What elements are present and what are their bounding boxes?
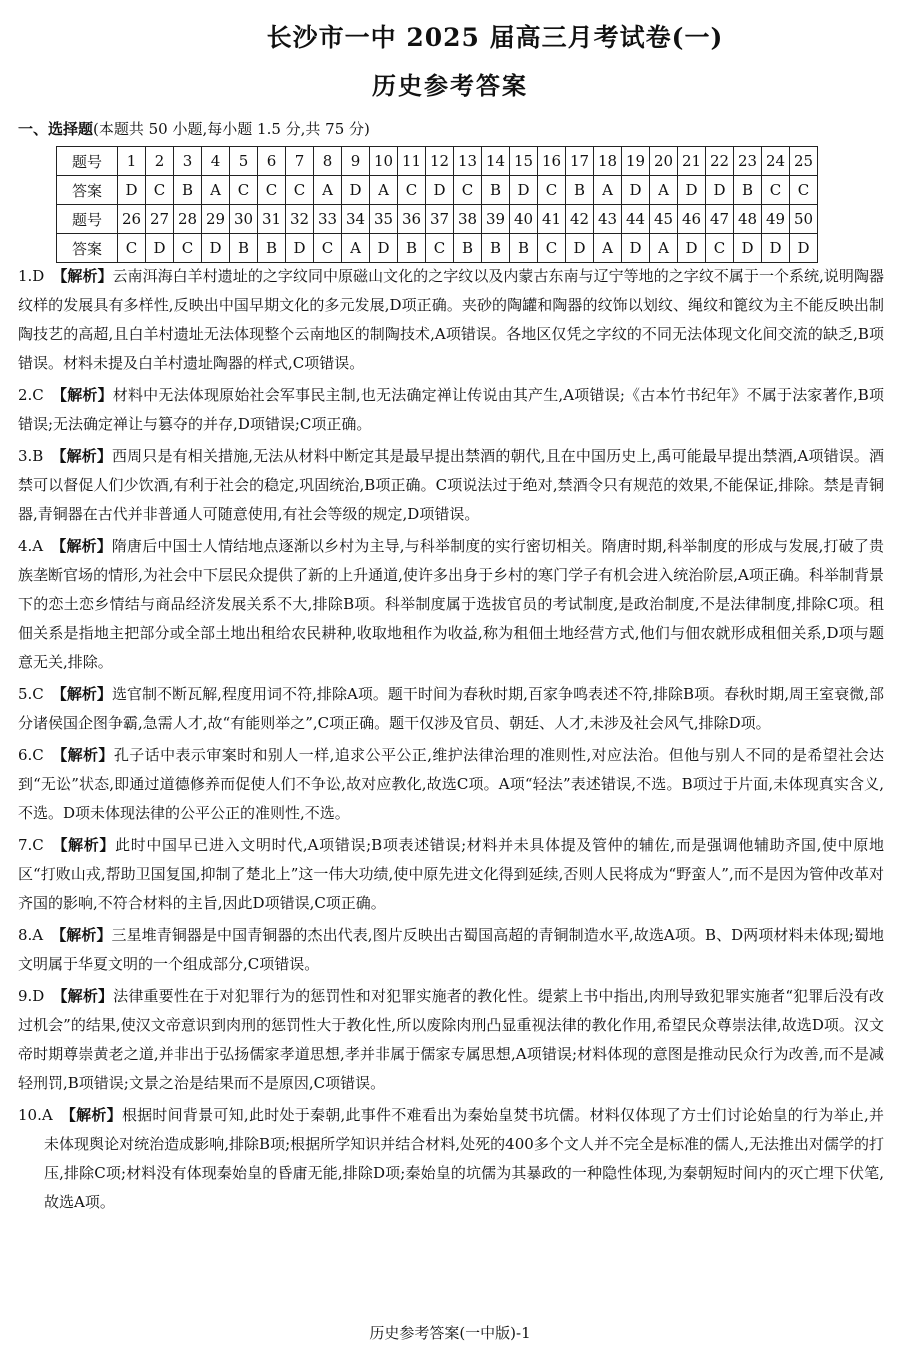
section-note: (本题共 50 小题,每小题 1.5 分,共 75 分): [93, 120, 370, 138]
table-cell: C: [538, 234, 566, 263]
table-cell: 32: [286, 205, 314, 234]
explanation-item: [18, 442, 884, 529]
table-cell: D: [678, 176, 706, 205]
table-cell: A: [314, 176, 342, 205]
item-number: 1.D: [18, 267, 45, 285]
table-cell: C: [426, 234, 454, 263]
table-cell: A: [342, 234, 370, 263]
table-cell: 36: [398, 205, 426, 234]
table-cell: 14: [482, 147, 510, 176]
table-cell: 27: [146, 205, 174, 234]
table-cell: D: [202, 234, 230, 263]
table-cell: 2: [146, 147, 174, 176]
table-cell: A: [594, 176, 622, 205]
table-cell: B: [174, 176, 202, 205]
table-cell: D: [370, 234, 398, 263]
table-cell: A: [202, 176, 230, 205]
table-cell: 17: [566, 147, 594, 176]
item-number: 9.D: [18, 987, 45, 1005]
table-cell: 33: [314, 205, 342, 234]
table-cell: C: [146, 176, 174, 205]
table-cell: D: [678, 234, 706, 263]
row-label: 题号: [57, 147, 118, 176]
table-cell: B: [398, 234, 426, 263]
table-cell: D: [734, 234, 762, 263]
table-cell: 43: [594, 205, 622, 234]
item-number: 10.A: [18, 1106, 53, 1124]
item-text: 隋唐后中国士人情结地点逐渐以乡村为主导,与科举制度的实行密切相关。隋唐时期,科举制度的形成与发展,打破了贵族垄断官场的情形,为社会中下层民众提供了新的上升通道,使许多出身于乡村的寒门学子有机会进入统治阶层,A项正确。科举制背景下的恋土恋乡情结与商品经济发展关系不大,排除B项。科举制度属于选拔官员的考试制度,是政治制度,不是法律制度,排除C项。租佃关系是指地主把部分或全部土地出租给农民耕种,收取地租作为收益,称为租佃土地经营方式,他们与佃农就形成租佃关系,D项与题意无关,排除。: [18, 537, 884, 671]
item-number: 4.A: [18, 537, 44, 555]
page-footer: 历史参考答案(一中版)-1: [369, 1324, 531, 1342]
table-cell: D: [706, 176, 734, 205]
item-text: 此时中国早已进入文明时代,A项错误;B项表述错误;材料并未具体提及管仲的辅佐,而是强调他辅助齐国,使中原地区“打败山戎,帮助卫国复国,抑制了楚北上”这一伟大功绩,使中原先进文化得到延续,否则人民将成为“野蛮人”,而不是因为管仲改革对齐国的影响,不符合材料的主旨,因此D项错误,C项正确。: [18, 836, 884, 912]
table-cell: C: [230, 176, 258, 205]
table-cell: C: [314, 234, 342, 263]
answer-table: [56, 146, 818, 263]
explanation-item: [18, 381, 884, 439]
table-cell: 29: [202, 205, 230, 234]
table-cell: 11: [398, 147, 426, 176]
table-cell: 15: [510, 147, 538, 176]
explanation-list: [18, 262, 884, 1220]
table-cell: 31: [258, 205, 286, 234]
explanation-item: [18, 921, 884, 979]
table-cell: 47: [706, 205, 734, 234]
table-cell: C: [174, 234, 202, 263]
table-cell: 7: [286, 147, 314, 176]
item-tag: 【解析】: [51, 836, 116, 854]
table-cell: C: [762, 176, 790, 205]
table-cell: 5: [230, 147, 258, 176]
table-cell: B: [510, 234, 538, 263]
explanation-item: [18, 262, 884, 378]
table-cell: 42: [566, 205, 594, 234]
table-cell: B: [482, 234, 510, 263]
table-cell: 18: [594, 147, 622, 176]
table-cell: D: [622, 234, 650, 263]
table-cell: 13: [454, 147, 482, 176]
item-number: 7.C: [18, 836, 44, 854]
table-cell: 12: [426, 147, 454, 176]
table-cell: 21: [678, 147, 706, 176]
table-cell: B: [258, 234, 286, 263]
item-number: 5.C: [18, 685, 44, 703]
table-cell: B: [454, 234, 482, 263]
answer-row: [57, 176, 818, 205]
item-number: 6.C: [18, 746, 44, 764]
table-cell: 16: [538, 147, 566, 176]
item-tag: 【解析】: [51, 926, 112, 944]
table-cell: 34: [342, 205, 370, 234]
item-tag: 【解析】: [52, 987, 114, 1005]
item-text: 西周只是有相关措施,无法从材料中断定其是最早提出禁酒的朝代,且在中国历史上,禹可能最早提出禁酒,A项错误。酒禁可以督促人们少饮酒,有利于社会的稳定,巩固统治,B项正确。C项说法过于绝对,禁酒令只有规范的效果,不能保证,排除。禁是青铜器,青铜器在古代并非普通人可随意使用,有社会等级的规定,D项错误。: [18, 447, 884, 523]
table-cell: C: [454, 176, 482, 205]
row-label: 题号: [57, 205, 118, 234]
item-text: 孔子话中表示审案时和别人一样,追求公平公正,维护法律治理的准则性,对应法治。但他与别人不同的是希望社会达到“无讼”状态,即通过道德修养而促使人们不争讼,故对应教化,故选C项。A项“轻法”表述错误,不选。B项过于片面,未体现真实含义,不选。D项未体现法律的公平公正的准则性,不选。: [18, 746, 884, 822]
row-label: 答案: [57, 176, 118, 205]
table-cell: 10: [370, 147, 398, 176]
item-tag: 【解析】: [51, 537, 112, 555]
table-cell: 35: [370, 205, 398, 234]
explanation-item: [18, 680, 884, 738]
item-text: 材料中无法体现原始社会军事民主制,也无法确定禅让传说由其产生,A项错误;《古本竹书纪年》不属于法家著作,B项错误;无法确定禅让与篡夺的并存,D项错误;C项正确。: [18, 386, 884, 433]
table-cell: D: [342, 176, 370, 205]
table-cell: C: [286, 176, 314, 205]
table-cell: 46: [678, 205, 706, 234]
table-cell: 39: [482, 205, 510, 234]
table-cell: 1: [118, 147, 146, 176]
item-tag: 【解析】: [60, 1106, 122, 1124]
table-cell: D: [426, 176, 454, 205]
table-cell: 25: [790, 147, 818, 176]
table-cell: C: [398, 176, 426, 205]
item-text: 三星堆青铜器是中国青铜器的杰出代表,图片反映出古蜀国高超的青铜制造水平,故选A项。B、D两项材料未体现;蜀地文明属于华夏文明的一个组成部分,C项错误。: [18, 926, 884, 973]
table-cell: 9: [342, 147, 370, 176]
row-label: 答案: [57, 234, 118, 263]
item-text: 法律重要性在于对犯罪行为的惩罚性和对犯罪实施者的教化性。缇萦上书中指出,肉刑导致犯罪实施者“犯罪后没有改过机会”的结果,使汉文帝意识到肉刑的惩罚性大于教化性,所以废除肉刑凸显重视法律的教化作用,希望民众尊崇法律,故选D项。汉文帝时期尊崇黄老之道,并非出于弘扬儒家孝道思想,孝并非属于儒家专属思想,A项错误;材料体现的意图是推动民众行为改善,而不是减轻刑罚,B项错误;文景之治是结果而不是原因,C项错误。: [18, 987, 884, 1092]
item-tag: 【解析】: [52, 267, 113, 285]
item-number: 8.A: [18, 926, 44, 944]
table-cell: 4: [202, 147, 230, 176]
table-cell: A: [650, 176, 678, 205]
table-cell: 30: [230, 205, 258, 234]
table-cell: D: [118, 176, 146, 205]
page-subtitle: 历史参考答案: [372, 71, 528, 100]
item-text: 云南洱海白羊村遗址的之字纹同中原磁山文化的之字纹以及内蒙古东南与辽宁等地的之字纹不属于一个系统,说明陶器纹样的发展具有多样性,反映出中国早期文化的多元发展,D项正确。夹砂的陶罐和陶器的纹饰以划纹、绳纹和篦纹为主不能反映出制陶技艺的高超,且白羊村遗址无法体现整个云南地区的制陶技术,A项错误。各地区仅凭之字纹的不同无法体现文化间交流的缺乏,B项错误。材料未提及白羊村遗址陶器的样式,C项错误。: [18, 267, 884, 372]
explanation-item: [18, 1101, 884, 1217]
item-number: 3.B: [18, 447, 44, 465]
table-cell: 37: [426, 205, 454, 234]
table-cell: D: [622, 176, 650, 205]
item-tag: 【解析】: [51, 447, 113, 465]
table-cell: 20: [650, 147, 678, 176]
item-text: 根据时间背景可知,此时处于秦朝,此事件不难看出为秦始皇焚书坑儒。材料仅体现了方士们讨论始皇的行为举止,并未体现舆论对统治造成影响,排除B项;根据所学知识并结合材料,处死的400多个文人并不完全是标准的儒人,无法推出对儒学的打压,排除C项;材料没有体现秦始皇的昏庸无能,排除D项;秦始皇的坑儒为其暴政的一种隐性体现,为秦朝短时间内的灭亡埋下伏笔,故选A项。: [44, 1106, 884, 1211]
section-heading: [18, 118, 370, 139]
table-cell: D: [510, 176, 538, 205]
explanation-item: [18, 982, 884, 1098]
table-cell: 22: [706, 147, 734, 176]
table-cell: 45: [650, 205, 678, 234]
table-cell: C: [258, 176, 286, 205]
table-cell: 26: [118, 205, 146, 234]
table-cell: C: [790, 176, 818, 205]
table-cell: B: [230, 234, 258, 263]
table-cell: D: [566, 234, 594, 263]
page-title: 长沙市一中 2025 届高三月考试卷(一): [266, 23, 724, 52]
table-cell: 19: [622, 147, 650, 176]
table-cell: D: [762, 234, 790, 263]
section-label: 一、选择题: [18, 120, 94, 138]
table-cell: D: [286, 234, 314, 263]
table-cell: 6: [258, 147, 286, 176]
item-number: 2.C: [18, 386, 44, 404]
table-cell: C: [706, 234, 734, 263]
table-cell: A: [370, 176, 398, 205]
question-number-row: [57, 205, 818, 234]
table-cell: C: [118, 234, 146, 263]
item-tag: 【解析】: [51, 386, 113, 404]
table-cell: 8: [314, 147, 342, 176]
table-cell: 3: [174, 147, 202, 176]
table-cell: 50: [790, 205, 818, 234]
table-cell: 49: [762, 205, 790, 234]
explanation-item: [18, 831, 884, 918]
table-cell: 28: [174, 205, 202, 234]
table-cell: A: [594, 234, 622, 263]
item-tag: 【解析】: [51, 685, 112, 703]
table-cell: D: [146, 234, 174, 263]
table-cell: 40: [510, 205, 538, 234]
table-cell: B: [734, 176, 762, 205]
table-cell: 41: [538, 205, 566, 234]
table-cell: A: [650, 234, 678, 263]
answer-row: [57, 234, 818, 263]
explanation-item: [18, 741, 884, 828]
question-number-row: [57, 147, 818, 176]
explanation-item: [18, 532, 884, 677]
table-cell: 38: [454, 205, 482, 234]
table-cell: D: [790, 234, 818, 263]
table-cell: B: [566, 176, 594, 205]
item-text: 选官制不断瓦解,程度用词不符,排除A项。题干时间为春秋时期,百家争鸣表述不符,排除B项。春秋时期,周王室衰微,部分诸侯国企图争霸,急需人才,故“有能则举之”,C项正确。题干仅涉及官员、朝廷、人才,未涉及社会风气,排除D项。: [18, 685, 884, 732]
table-cell: 44: [622, 205, 650, 234]
table-cell: 24: [762, 147, 790, 176]
table-cell: 48: [734, 205, 762, 234]
table-cell: C: [538, 176, 566, 205]
item-tag: 【解析】: [51, 746, 114, 764]
table-cell: B: [482, 176, 510, 205]
table-cell: 23: [734, 147, 762, 176]
